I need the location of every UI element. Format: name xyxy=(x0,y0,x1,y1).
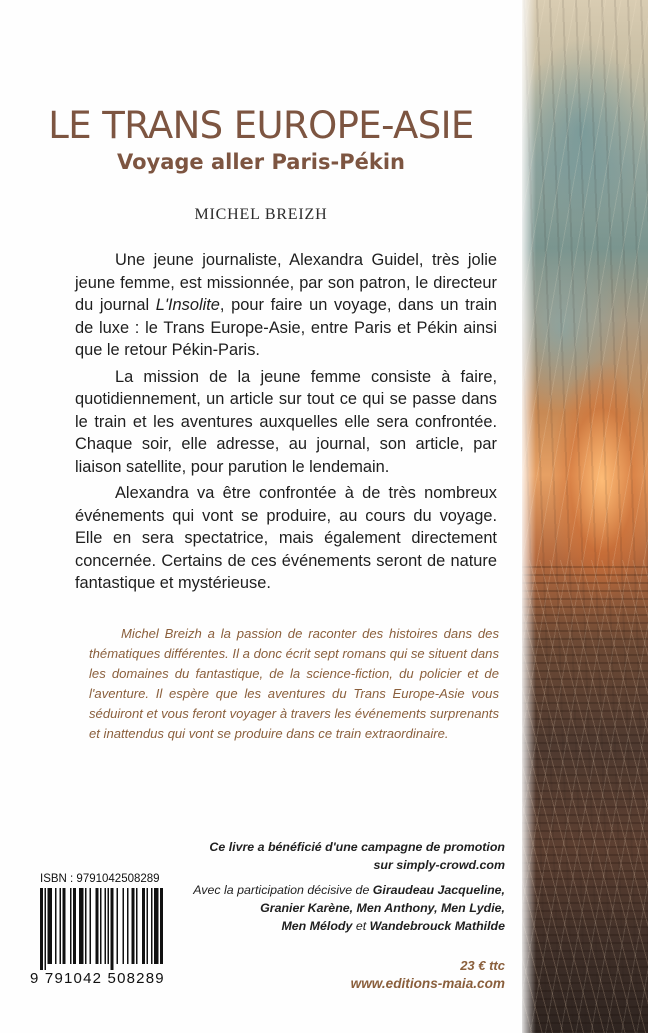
barcode-bar xyxy=(73,888,76,964)
contributors-2: Granier Karène, Men Anthony, Men Lydie, xyxy=(260,901,505,915)
contributors-joiner: et xyxy=(352,919,370,933)
book-subtitle: Voyage aller Paris-Pékin xyxy=(117,150,405,174)
barcode-bar xyxy=(90,888,92,964)
barcode-bar xyxy=(127,888,129,964)
barcode-bar xyxy=(63,888,66,964)
barcode-bar xyxy=(151,888,153,964)
promotion-line-2: sur simply-crowd.com xyxy=(373,858,505,872)
barcode-bar xyxy=(160,888,163,964)
barcode-bar xyxy=(154,888,159,964)
barcode-bar xyxy=(108,888,110,964)
promotion-note xyxy=(185,838,505,874)
synopsis-p1-end: , pour faire un voyage, dans un train de luxe : le Trans Europe-Asie, entre Paris et Pékin ainsi que le retour Pékin-Paris. xyxy=(75,296,497,359)
barcode-bar xyxy=(79,888,84,964)
acknowledgements xyxy=(175,881,505,935)
book-title: LE TRANS EUROPE-ASIE xyxy=(48,104,474,147)
barcode-bar xyxy=(111,888,114,970)
barcode-bar xyxy=(70,888,72,964)
promotion-line-1: Ce livre a bénéficié d'une campagne de promotion xyxy=(209,840,505,854)
rail-tracks-texture xyxy=(522,560,648,1033)
author-biography: Michel Breizh a la passion de raconter des histoires dans des thématiques différentes. Il a donc écrit sept romans qui se situent dans les domaines du fantastique, de la science-fiction, du policier et de l'aventure. Il espère que les aventures du Trans Europe-Asie vous séduiront et vous feront voyager à travers les événements surprenants et inattendus qui vont se produire dans ce train extraordinaire. xyxy=(89,626,499,741)
barcode-bar xyxy=(55,888,57,964)
price: 23 € ttc xyxy=(460,958,505,973)
barcode-digits: 9 791042 508289 xyxy=(30,970,165,987)
contributors-1: Giraudeau Jacqueline, xyxy=(372,883,505,897)
isbn-label: ISBN : 9791042508289 xyxy=(40,873,160,885)
barcode-bar xyxy=(48,888,53,964)
barcode-bar xyxy=(105,888,107,964)
barcode-bar xyxy=(147,888,149,964)
contributors-4: Wandebrouck Mathilde xyxy=(369,919,505,933)
barcode-icon xyxy=(36,888,168,970)
barcode-bar xyxy=(45,888,47,970)
publisher-website: www.editions-maia.com xyxy=(350,976,505,991)
artwork-fade-edge xyxy=(522,0,536,1033)
synopsis-paragraph-3: Alexandra va être confrontée à de très nombreux événements qui vont se produire, au cours du voyage. Elle en sera spectatrice, mais également directement concernée. Certains de ces événements seront de nature fantastique et mystérieuse. xyxy=(75,484,497,592)
synopsis xyxy=(75,249,497,599)
synopsis-paragraph-1 xyxy=(75,249,497,362)
barcode-bar xyxy=(117,888,119,964)
author-name: MICHEL BREIZH xyxy=(194,206,328,223)
contributors-3: Men Mélody xyxy=(281,919,353,933)
barcode-bar xyxy=(85,888,87,964)
barcode-bar xyxy=(123,888,125,964)
barcode-bar xyxy=(132,888,135,964)
barcode-bar xyxy=(60,888,62,964)
barcode-bar xyxy=(136,888,138,964)
synopsis-paragraph-2: La mission de la jeune femme consiste à faire, quotidiennement, un article sur tout ce qui se passe dans le train et les aventures auxquelles elle sera confrontée. Chaque soir, elle adresse, au journal, son article, par liaison satellite, pour parution le lendemain. xyxy=(75,367,497,476)
barcode-bar xyxy=(100,888,102,964)
synopsis-p1-start: Une jeune journaliste, Alexandra Guidel, très jolie jeune femme, est missionnée, par son patron, le directeur du journal xyxy=(75,251,497,314)
barcode-bar xyxy=(40,888,43,970)
journal-name: L'Insolite xyxy=(155,296,220,314)
acknowledgements-intro: Avec la participation décisive de xyxy=(193,883,373,897)
barcode-bar xyxy=(142,888,145,964)
barcode-bar xyxy=(96,888,99,964)
